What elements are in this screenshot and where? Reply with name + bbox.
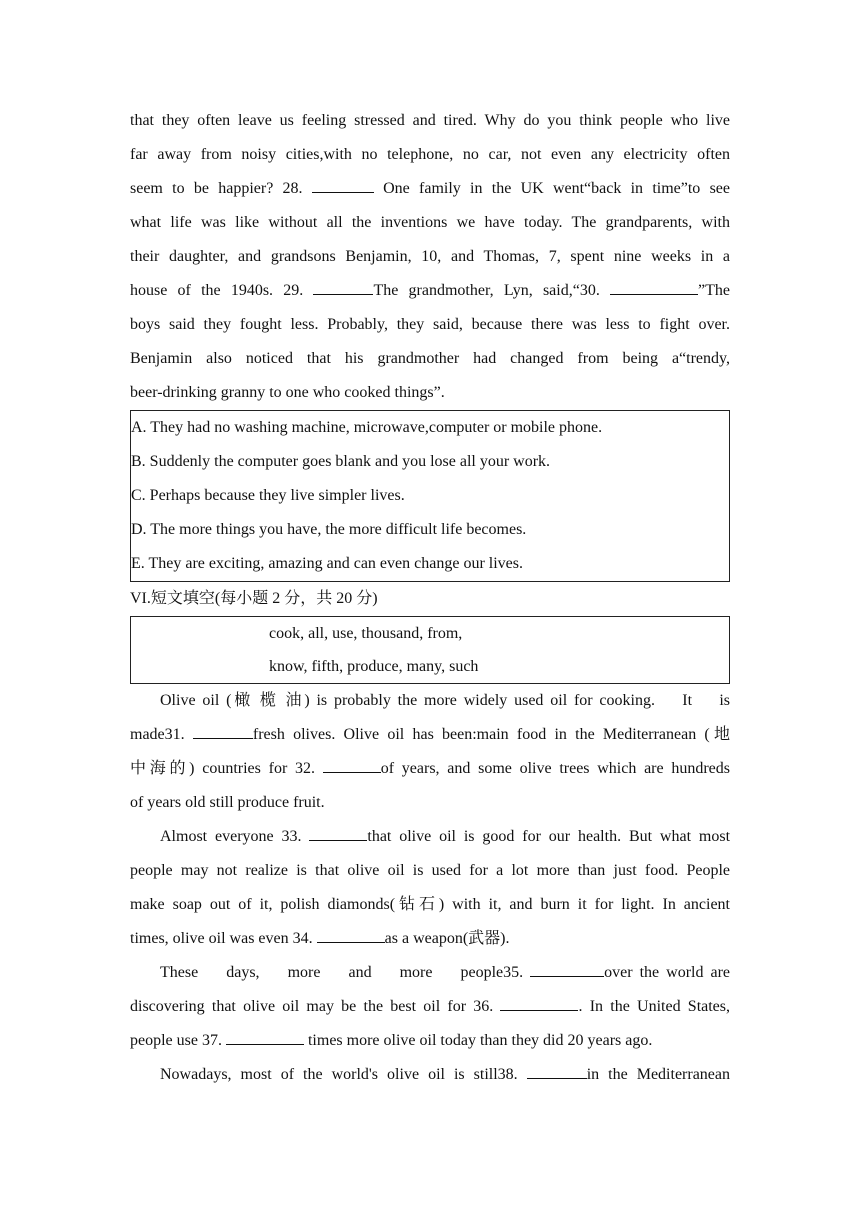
text-line: times, olive oil was even 34. as a weapon(武器).	[130, 930, 510, 947]
section-six-title: VI.短文填空(每小题 2 分，共 20 分)	[130, 590, 378, 607]
text-line: people may not realize is that olive oil is used for a lot more than just food. People	[130, 862, 730, 879]
text-line: boys said they fought less. Probably, they said, because there was less to fight over.	[130, 316, 730, 333]
answer-blank-31[interactable]	[193, 724, 253, 739]
text-line: discovering that olive oil may be the best oil for 36. . In the United States,	[130, 998, 731, 1015]
text-line: seem to be happier? 28. One family in the UK went“back in time”to see	[130, 180, 730, 197]
text-line: make soap out of it, polish diamonds(钻石) with it, and burn it for light. In ancient	[130, 896, 730, 913]
text-line: These days, more and more people35. over the world are	[160, 964, 731, 981]
option-b: B. Suddenly the computer goes blank and you lose all your work.	[131, 453, 551, 470]
option-e: E. They are exciting, amazing and can even change our lives.	[131, 555, 523, 572]
document-page	[130, 104, 730, 1092]
text-line: made31. fresh olives. Olive oil has been:main food in the Mediterranean (地	[130, 726, 730, 743]
text-line: house of the 1940s. 29. The grandmother, Lyn, said,“30. ”The	[130, 282, 730, 299]
options-box	[130, 410, 730, 582]
answer-blank-35[interactable]	[530, 962, 604, 977]
text-line: of years old still produce fruit.	[130, 794, 325, 811]
text-line: Benjamin also noticed that his grandmother had changed from being a“trendy,	[130, 350, 730, 367]
answer-blank-36[interactable]	[500, 996, 578, 1011]
answer-blank-37[interactable]	[226, 1030, 304, 1045]
option-c: C. Perhaps because they live simpler lives.	[131, 487, 405, 504]
word-bank-box	[130, 616, 730, 684]
text-line: their daughter, and grandsons Benjamin, 10, and Thomas, 7, spent nine weeks in a	[130, 248, 730, 265]
text-line: Olive oil (橄 榄 油) is probably the more widely used oil for cooking. It is	[160, 692, 730, 709]
answer-blank-29[interactable]	[313, 280, 373, 295]
text-line: Nowadays, most of the world's olive oil is still38. in the Mediterranean	[160, 1066, 731, 1083]
answer-blank-28[interactable]	[312, 178, 374, 193]
word-bank-line: cook, all, use, thousand, from,	[269, 625, 463, 642]
answer-blank-33[interactable]	[309, 826, 367, 841]
passage-two	[130, 684, 730, 1092]
text-line: what life was like without all the inventions we have today. The grandparents, with	[130, 214, 730, 231]
passage-one	[130, 104, 730, 410]
answer-blank-32[interactable]	[323, 758, 381, 773]
answer-blank-38[interactable]	[527, 1064, 587, 1079]
text-line: far away from noisy cities,with no telephone, no car, not even any electricity often	[130, 146, 730, 163]
option-a: A. They had no washing machine, microwave,computer or mobile phone.	[131, 419, 603, 436]
text-line: beer-drinking granny to one who cooked things”.	[130, 384, 445, 401]
text-line: people use 37. times more olive oil today than they did 20 years ago.	[130, 1032, 653, 1049]
option-d: D. The more things you have, the more difficult life becomes.	[131, 521, 527, 538]
word-bank-line: know, fifth, produce, many, such	[269, 658, 479, 675]
answer-blank-30[interactable]	[610, 280, 698, 295]
text-line: 中海的) countries for 32. of years, and some olive trees which are hundreds	[130, 760, 730, 777]
text-line: that they often leave us feeling stressed and tired. Why do you think people who live	[130, 112, 730, 129]
answer-blank-34[interactable]	[317, 928, 385, 943]
text-line: Almost everyone 33. that olive oil is good for our health. But what most	[160, 828, 731, 845]
